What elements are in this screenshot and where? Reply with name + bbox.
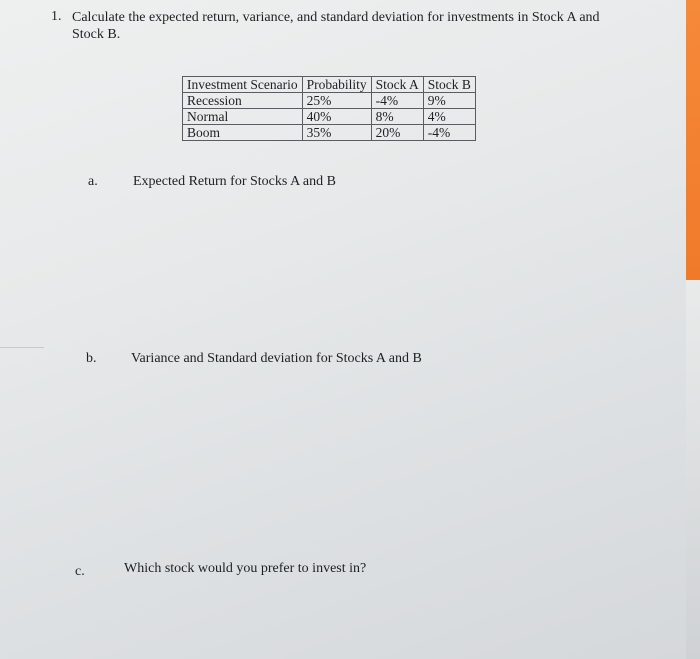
table-cell: Normal [183,109,303,125]
table-header-row [183,77,476,93]
table-cell: 40% [302,109,371,125]
table-row [183,109,476,125]
table-cell: 25% [302,93,371,109]
table-cell: 20% [371,125,423,141]
part-c-label: c. [75,564,85,579]
table-header-cell: Probability [302,77,371,93]
margin-line [0,347,44,348]
table-header-cell: Stock A [371,77,423,93]
part-b-label: b. [86,351,97,366]
table-row [183,125,476,141]
table-cell: 9% [423,93,475,109]
scenario-table [182,76,476,141]
table-row [183,93,476,109]
question-text: Calculate the expected return, variance, and standard deviation for investments in Stock A and Stock B. [72,10,600,42]
table-cell: -4% [423,125,475,141]
table-cell: 4% [423,109,475,125]
table-cell: Boom [183,125,303,141]
part-a-label: a. [88,174,98,189]
table-cell: -4% [371,93,423,109]
table-header-cell: Investment Scenario [183,77,303,93]
orange-background-edge [686,0,700,280]
table-cell: 35% [302,125,371,141]
part-a-text: Expected Return for Stocks A and B [133,174,336,189]
part-b-text: Variance and Standard deviation for Stocks A and B [131,351,422,366]
part-c-text: Which stock would you prefer to invest in? [124,561,367,576]
table-header-cell: Stock B [423,77,475,93]
table-cell: Recession [183,93,303,109]
question-number: 1. [51,9,62,24]
table-cell: 8% [371,109,423,125]
page-edge [686,280,700,659]
